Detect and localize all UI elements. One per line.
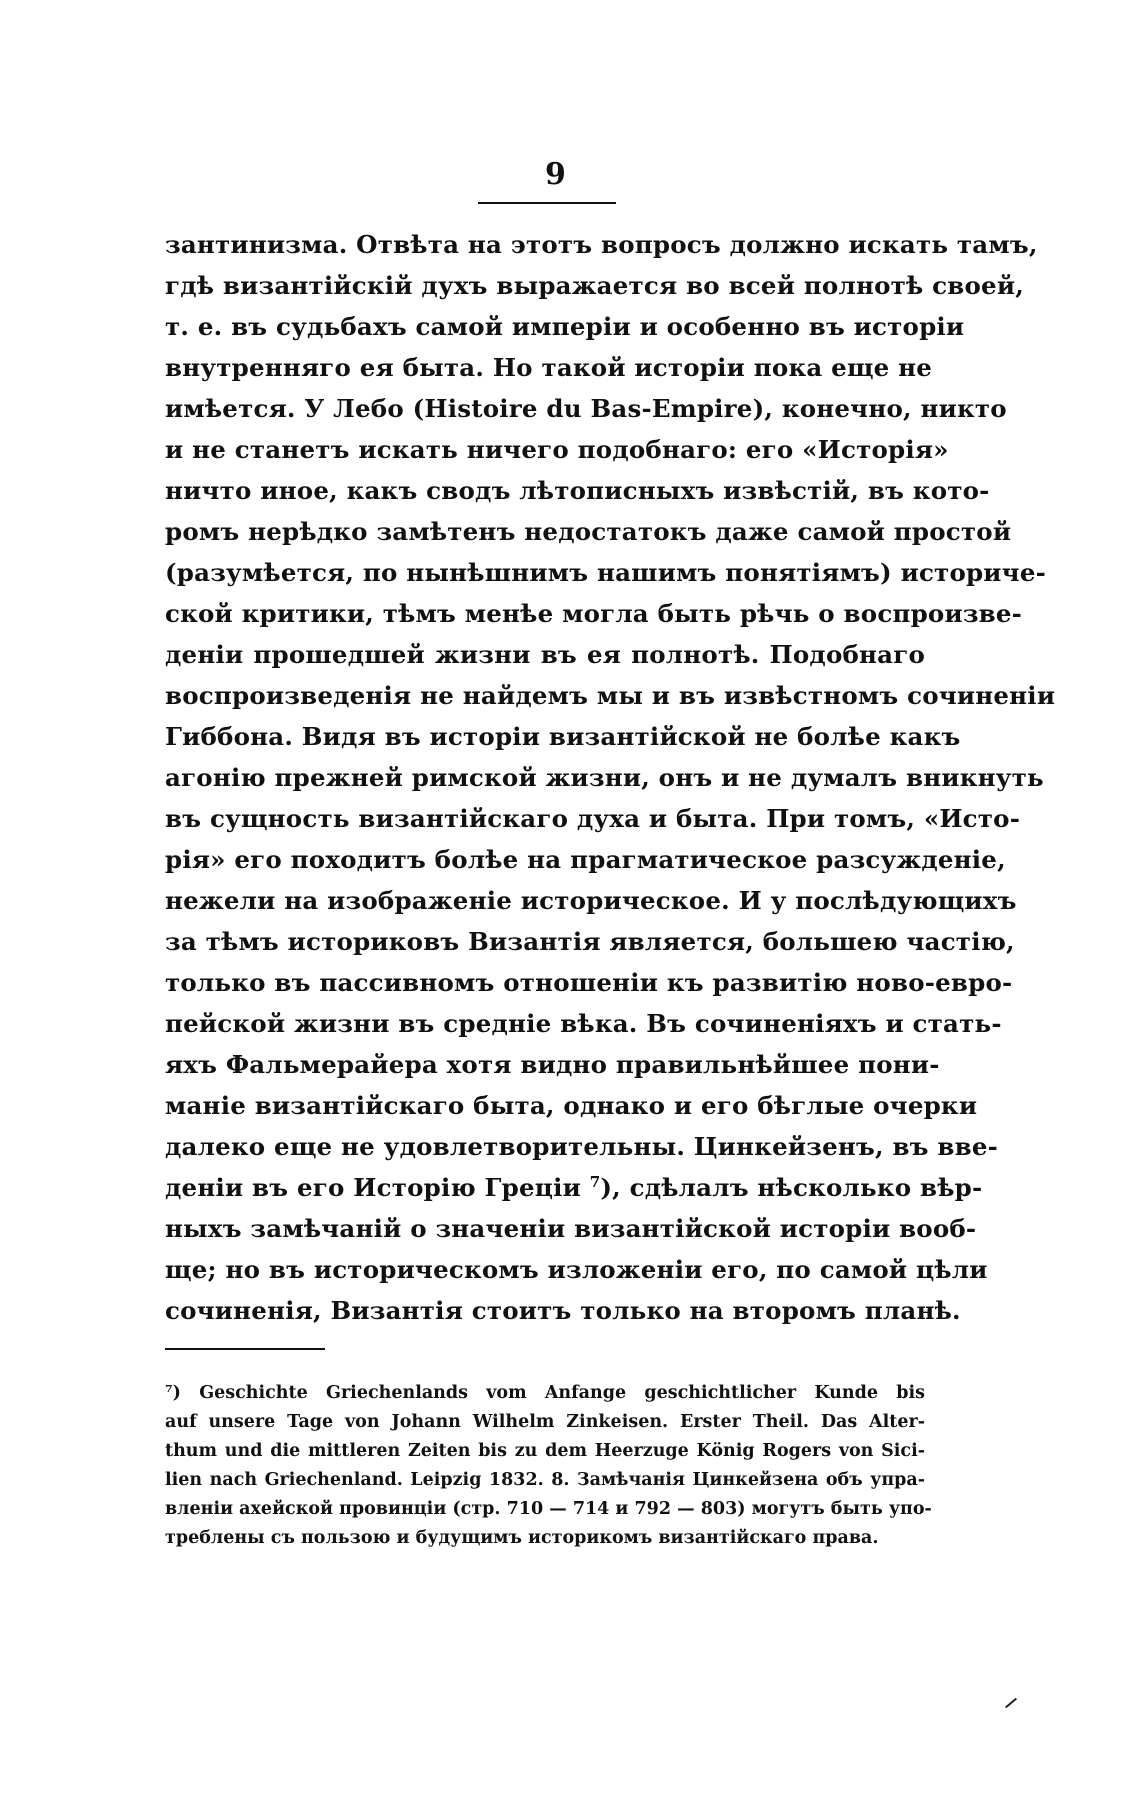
body-line: (разумѣется, по нынѣшнимъ нашимъ понятіямъ) историче- xyxy=(165,558,1046,587)
footnote-line: lien nach Griechenland. Leipzig 1832. 8. Замѣчанія Цинкейзена объ упра- xyxy=(165,1470,925,1490)
body-line-with-footnote-ref xyxy=(165,1167,983,1208)
header-rule xyxy=(478,202,616,204)
body-line: сочиненія, Византія стоитъ только на второмъ планѣ. xyxy=(165,1296,961,1325)
body-line: далеко еще не удовлетворительны. Цинкейзенъ, въ вве- xyxy=(165,1132,998,1161)
body-line: агонію прежней римской жизни, онъ и не думалъ вникнуть xyxy=(165,763,1044,792)
body-line: рія» его походитъ болѣе на прагматическое разсужденіе, xyxy=(165,845,1006,874)
body-line: ныхъ замѣчаній о значеніи византійской исторіи вооб- xyxy=(165,1214,977,1243)
ink-mark xyxy=(1005,1698,1017,1709)
footnote-line: ⁷) Geschichte Griechenlands vom Anfange geschichtlicher Kunde bis xyxy=(165,1383,925,1403)
body-line: только въ пассивномъ отношеніи къ развитію ново-евро- xyxy=(165,968,1013,997)
body-line: яхъ Фальмерайера хотя видно правильнѣйшее пони- xyxy=(165,1050,940,1079)
body-line: т. е. въ судьбахъ самой имперіи и особенно въ исторіи xyxy=(165,312,965,341)
footnote-line: auf unsere Tage von Johann Wilhelm Zinkeisen. Erster Theil. Das Alter- xyxy=(165,1412,925,1432)
body-line-segment: деніи въ его Исторію Греціи xyxy=(165,1173,590,1202)
body-line: за тѣмъ историковъ Византія является, большею частію, xyxy=(165,927,1015,956)
body-line: Гиббона. Видя въ исторіи византійской не болѣе какъ xyxy=(165,722,961,751)
body-line: гдѣ византійскій духъ выражается во всей полнотѣ своей, xyxy=(165,271,1024,300)
footnote-line: треблены съ пользою и будущимъ историкомъ византійскаго права. xyxy=(165,1528,879,1548)
body-text xyxy=(165,224,1056,1331)
body-line: въ сущность византійскаго духа и быта. При томъ, «Исто- xyxy=(165,804,1021,833)
body-line: нежели на изображеніе историческое. И у послѣдующихъ xyxy=(165,886,1017,915)
body-line: маніе византійскаго быта, однако и его бѣглые очерки xyxy=(165,1091,978,1120)
footnote-line: thum und die mittleren Zeiten bis zu dem Heerzuge König Rogers von Sici- xyxy=(165,1441,925,1461)
body-line: внутренняго ея быта. Но такой исторіи пока еще не xyxy=(165,353,933,382)
body-line: и не станетъ искать ничего подобнаго: его «Исторія» xyxy=(165,435,949,464)
body-line: воспроизведенія не найдемъ мы и въ извѣстномъ сочиненіи xyxy=(165,681,1056,710)
body-line: деніи прошедшей жизни въ ея полнотѣ. Подобнаго xyxy=(165,640,925,669)
page-number: 9 xyxy=(545,157,566,192)
body-line: имѣется. У Лебо (Histoire du Bas-Empire), конечно, никто xyxy=(165,394,1007,423)
body-line: пейской жизни въ средніе вѣка. Въ сочиненіяхъ и стать- xyxy=(165,1009,1002,1038)
body-line: ще; но въ историческомъ изложеніи его, по самой цѣли xyxy=(165,1255,988,1284)
footnote-rule xyxy=(165,1348,325,1350)
body-line: ничто иное, какъ сводъ лѣтописныхъ извѣстій, въ кото- xyxy=(165,476,990,505)
footnotes xyxy=(165,1379,932,1553)
footnote-line: вленіи ахейской провинціи (стр. 710 — 714 и 792 — 803) могутъ быть упо- xyxy=(165,1499,932,1519)
footnote-reference[interactable]: 7 xyxy=(589,1172,601,1191)
body-line: ской критики, тѣмъ менѣе могла быть рѣчь о воспроизве- xyxy=(165,599,1023,628)
body-line: ромъ нерѣдко замѣтенъ недостатокъ даже самой простой xyxy=(165,517,1012,546)
body-line: зантинизма. Отвѣта на этотъ вопросъ должно искать тамъ, xyxy=(165,230,1038,259)
body-line-segment: ), сдѣлалъ нѣсколько вѣр- xyxy=(600,1173,983,1202)
